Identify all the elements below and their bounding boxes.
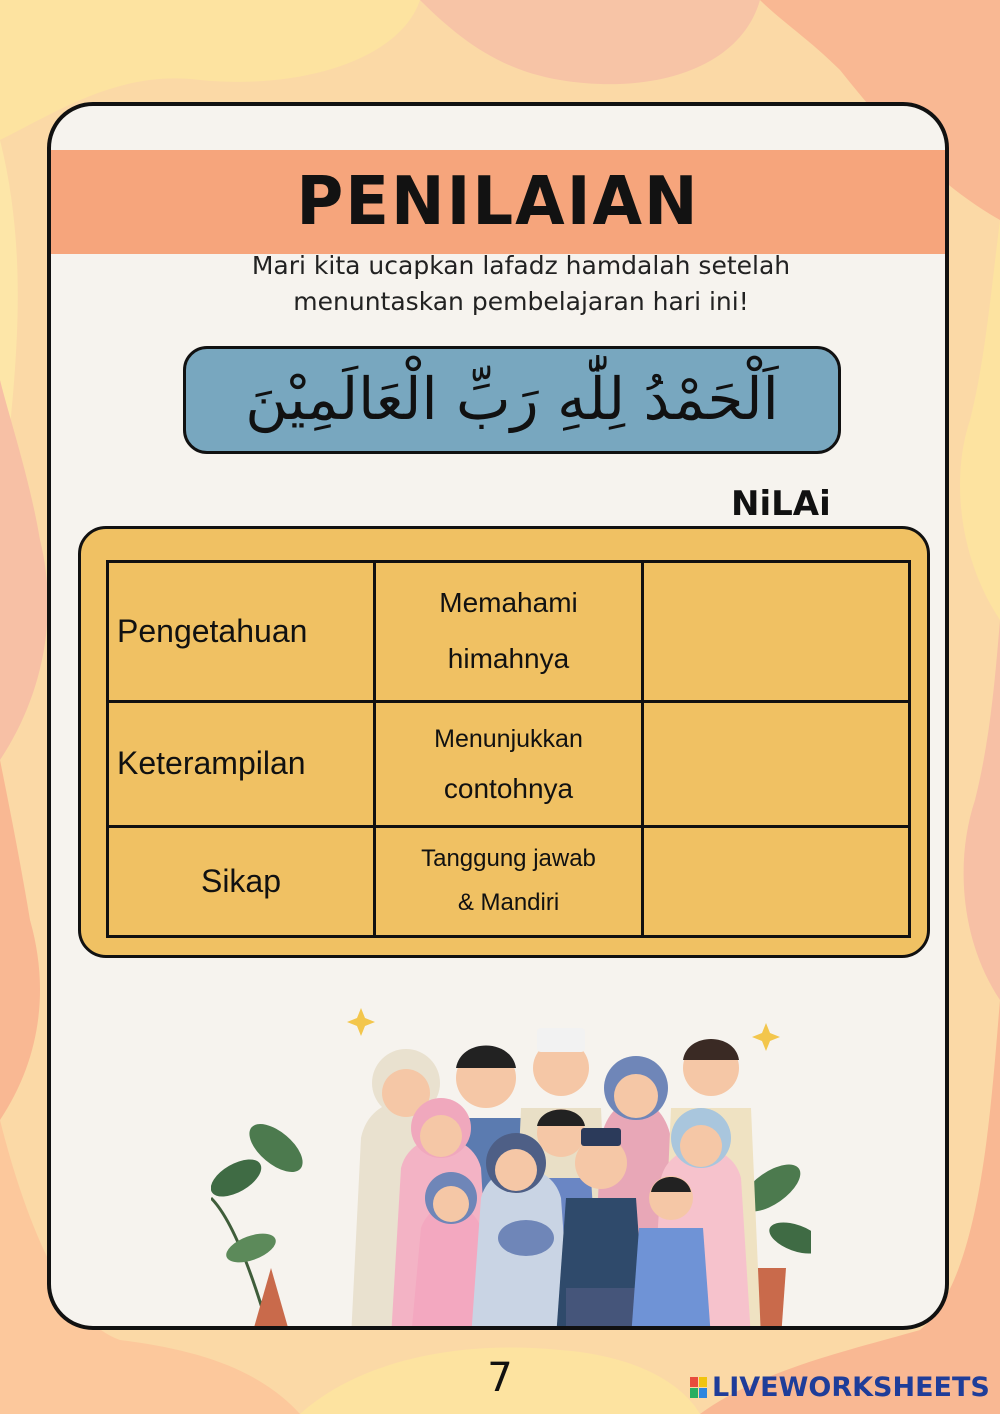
liveworksheets-watermark[interactable] — [690, 1372, 990, 1403]
score-input-cell[interactable] — [643, 562, 910, 702]
criterion-line-1: Menunjukkan — [434, 724, 583, 753]
criterion-line-1: Memahami — [439, 587, 578, 619]
criterion-line-2: & Mandiri — [457, 889, 560, 917]
aspect-cell: Keterampilan — [108, 701, 375, 826]
criterion-cell — [375, 701, 643, 826]
table-row — [108, 826, 910, 936]
table-row — [108, 562, 910, 702]
aspect-cell: Pengetahuan — [108, 562, 375, 702]
plant-left — [211, 1115, 311, 1330]
assessment-card — [47, 102, 949, 1330]
table-row — [108, 701, 910, 826]
instruction-text — [141, 248, 901, 320]
family-illustration — [211, 968, 811, 1330]
hamdalah-arabic-text: اَلْحَمْدُ لِلّٰهِ رَبِّ الْعَالَمِيْنَ — [245, 365, 779, 433]
criterion-cell — [375, 826, 643, 936]
liveworksheets-logo-icon — [690, 1377, 708, 1399]
score-input-cell[interactable] — [643, 826, 910, 936]
sparkle-icon — [752, 1023, 780, 1051]
criterion-line-1: Tanggung jawab — [421, 845, 596, 873]
sparkle-icon — [347, 1008, 375, 1036]
page-number: 7 — [487, 1355, 513, 1401]
criterion-line-2: contohnya — [443, 772, 574, 804]
criterion-cell — [375, 562, 643, 702]
watermark-text: LIVEWORKSHEETS — [712, 1372, 990, 1403]
criterion-line-2: himahnya — [447, 643, 570, 675]
score-input-cell[interactable] — [643, 701, 910, 826]
score-column-header: NiLAi — [731, 484, 831, 524]
page-title: PENILAIAN — [296, 163, 700, 241]
instruction-line-2: menuntaskan pembelajaran hari ini! — [293, 287, 749, 316]
assessment-table — [106, 560, 911, 938]
aspect-cell: Sikap — [108, 826, 375, 936]
instruction-line-1: Mari kita ucapkan lafadz hamdalah setelah — [251, 251, 791, 280]
hamdalah-box — [183, 346, 841, 454]
assessment-table-panel — [78, 526, 930, 958]
